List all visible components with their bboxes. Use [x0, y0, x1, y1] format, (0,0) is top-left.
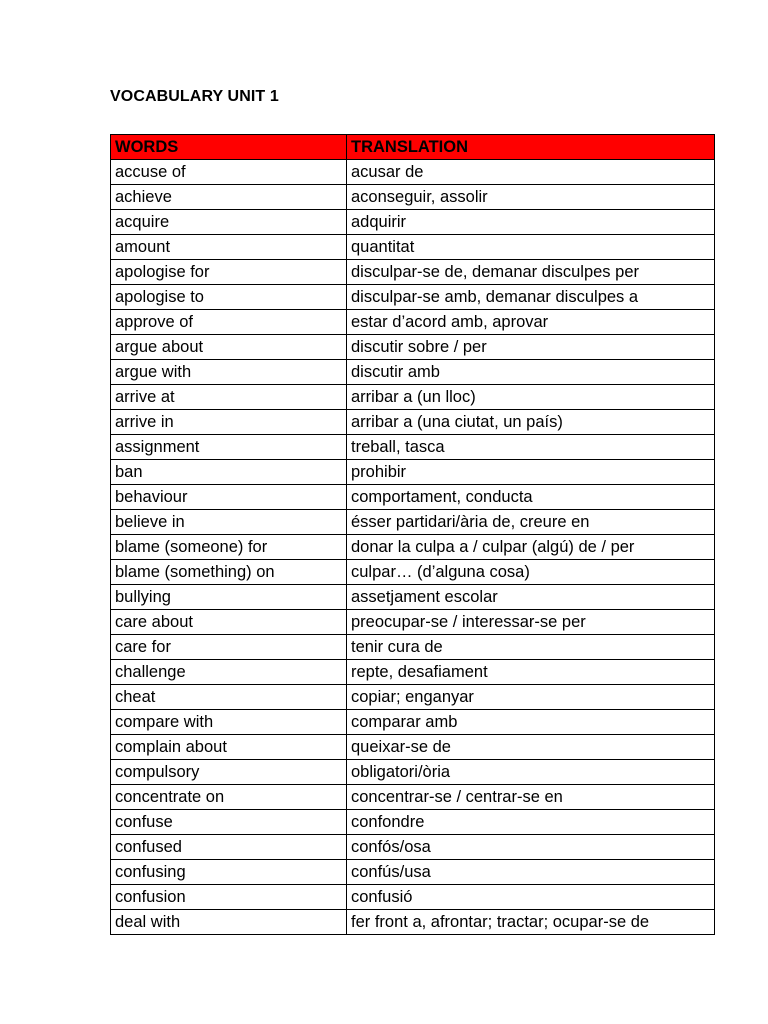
table-row: [111, 810, 715, 835]
table-row: [111, 910, 715, 935]
table-row: [111, 535, 715, 560]
word-cell: confusing: [111, 860, 347, 885]
table-row: [111, 210, 715, 235]
table-row: [111, 285, 715, 310]
word-cell: apologise to: [111, 285, 347, 310]
translation-cell: tenir cura de: [347, 635, 715, 660]
translation-cell: fer front a, afrontar; tractar; ocupar-se de: [347, 910, 715, 935]
translation-cell: preocupar-se / interessar-se per: [347, 610, 715, 635]
word-cell: argue about: [111, 335, 347, 360]
table-row: [111, 735, 715, 760]
table-row: [111, 635, 715, 660]
word-cell: care about: [111, 610, 347, 635]
word-cell: behaviour: [111, 485, 347, 510]
table-row: [111, 710, 715, 735]
translation-cell: discutir sobre / per: [347, 335, 715, 360]
word-cell: arrive in: [111, 410, 347, 435]
vocabulary-table: [110, 134, 715, 935]
word-cell: ban: [111, 460, 347, 485]
word-cell: argue with: [111, 360, 347, 385]
table-body: [111, 160, 715, 935]
table-row: [111, 460, 715, 485]
translation-cell: confós/osa: [347, 835, 715, 860]
translation-cell: arribar a (un lloc): [347, 385, 715, 410]
word-cell: concentrate on: [111, 785, 347, 810]
word-cell: compulsory: [111, 760, 347, 785]
word-cell: believe in: [111, 510, 347, 535]
table-row: [111, 510, 715, 535]
table-row: [111, 435, 715, 460]
word-cell: deal with: [111, 910, 347, 935]
word-cell: accuse of: [111, 160, 347, 185]
word-cell: confuse: [111, 810, 347, 835]
translation-cell: prohibir: [347, 460, 715, 485]
word-cell: achieve: [111, 185, 347, 210]
translation-cell: obligatori/òria: [347, 760, 715, 785]
translation-cell: acusar de: [347, 160, 715, 185]
word-cell: compare with: [111, 710, 347, 735]
translation-cell: disculpar-se amb, demanar disculpes a: [347, 285, 715, 310]
translation-cell: copiar; enganyar: [347, 685, 715, 710]
table-row: [111, 885, 715, 910]
table-header-row: [111, 135, 715, 160]
table-row: [111, 185, 715, 210]
translation-cell: aconseguir, assolir: [347, 185, 715, 210]
table-row: [111, 785, 715, 810]
table-row: [111, 335, 715, 360]
table-row: [111, 235, 715, 260]
word-cell: care for: [111, 635, 347, 660]
header-words: WORDS: [111, 135, 347, 160]
word-cell: amount: [111, 235, 347, 260]
word-cell: blame (someone) for: [111, 535, 347, 560]
translation-cell: comportament, conducta: [347, 485, 715, 510]
table-row: [111, 410, 715, 435]
word-cell: confused: [111, 835, 347, 860]
translation-cell: assetjament escolar: [347, 585, 715, 610]
table-row: [111, 860, 715, 885]
translation-cell: confús/usa: [347, 860, 715, 885]
translation-cell: discutir amb: [347, 360, 715, 385]
table-row: [111, 585, 715, 610]
translation-cell: concentrar-se / centrar-se en: [347, 785, 715, 810]
table-row: [111, 660, 715, 685]
table-row: [111, 560, 715, 585]
translation-cell: quantitat: [347, 235, 715, 260]
translation-cell: confusió: [347, 885, 715, 910]
table-row: [111, 485, 715, 510]
translation-cell: culpar… (d’alguna cosa): [347, 560, 715, 585]
word-cell: acquire: [111, 210, 347, 235]
word-cell: cheat: [111, 685, 347, 710]
translation-cell: adquirir: [347, 210, 715, 235]
translation-cell: estar d’acord amb, aprovar: [347, 310, 715, 335]
table-row: [111, 260, 715, 285]
translation-cell: comparar amb: [347, 710, 715, 735]
translation-cell: disculpar-se de, demanar disculpes per: [347, 260, 715, 285]
word-cell: challenge: [111, 660, 347, 685]
translation-cell: ésser partidari/ària de, creure en: [347, 510, 715, 535]
translation-cell: confondre: [347, 810, 715, 835]
word-cell: apologise for: [111, 260, 347, 285]
word-cell: confusion: [111, 885, 347, 910]
word-cell: assignment: [111, 435, 347, 460]
translation-cell: treball, tasca: [347, 435, 715, 460]
header-translation: TRANSLATION: [347, 135, 715, 160]
table-row: [111, 610, 715, 635]
word-cell: approve of: [111, 310, 347, 335]
document-title: VOCABULARY UNIT 1: [110, 88, 279, 105]
word-cell: complain about: [111, 735, 347, 760]
table-row: [111, 835, 715, 860]
word-cell: bullying: [111, 585, 347, 610]
table-row: [111, 360, 715, 385]
table-row: [111, 385, 715, 410]
word-cell: blame (something) on: [111, 560, 347, 585]
table-row: [111, 760, 715, 785]
translation-cell: donar la culpa a / culpar (algú) de / per: [347, 535, 715, 560]
translation-cell: arribar a (una ciutat, un país): [347, 410, 715, 435]
translation-cell: queixar-se de: [347, 735, 715, 760]
table-row: [111, 685, 715, 710]
table-row: [111, 310, 715, 335]
word-cell: arrive at: [111, 385, 347, 410]
translation-cell: repte, desafiament: [347, 660, 715, 685]
table-row: [111, 160, 715, 185]
